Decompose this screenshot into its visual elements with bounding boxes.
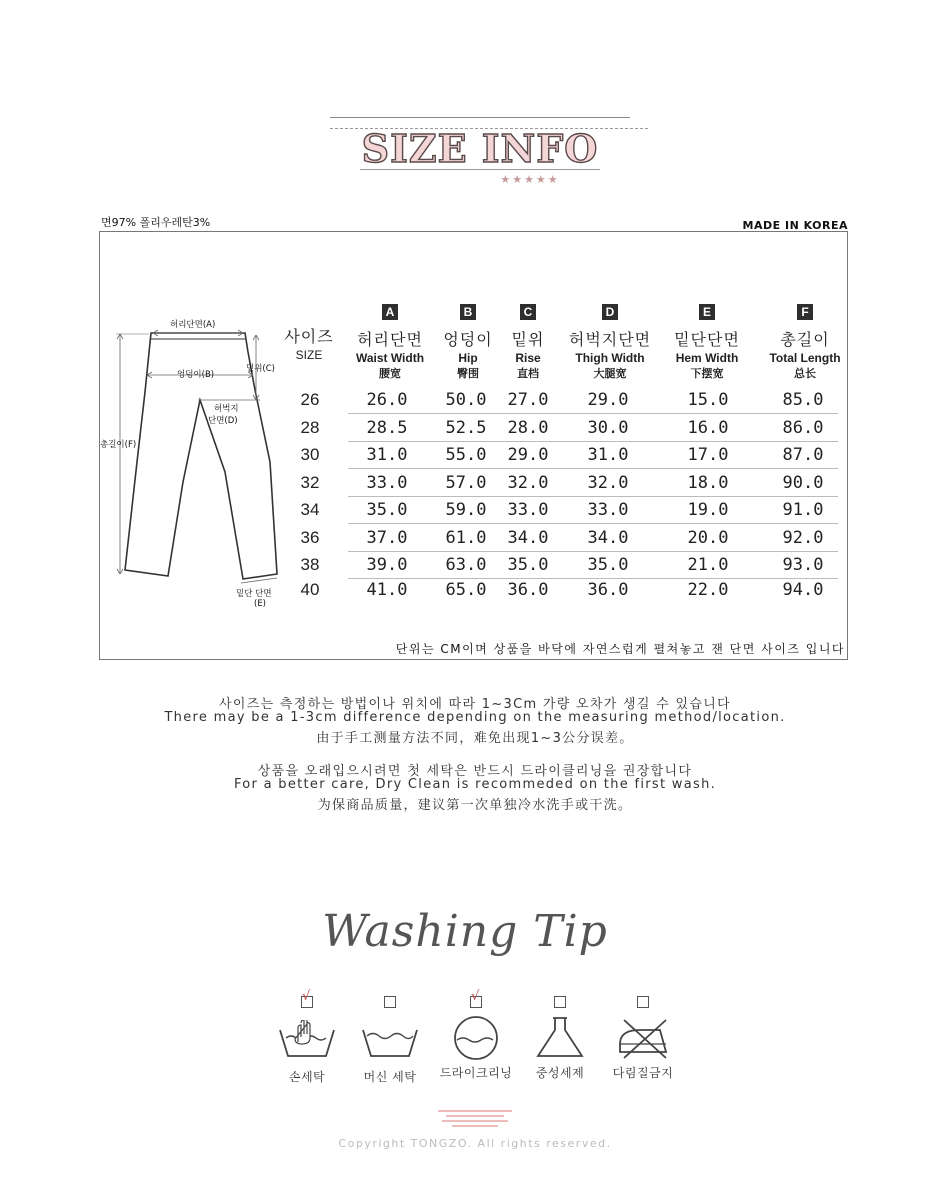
wash-label: 손세탁 (288, 1070, 326, 1084)
column-label-en: Thigh Width (575, 351, 645, 365)
column-letter-badge: E (699, 304, 715, 320)
column-label-ko: 엉덩이 (443, 330, 493, 349)
table-row (296, 525, 838, 552)
column-header-total-length (758, 301, 852, 381)
waist-cell: 41.0 (366, 580, 408, 600)
thigh-cell: 29.0 (587, 390, 629, 410)
rating-stars: ★★★★★ (500, 173, 560, 186)
fine-print-graphic (400, 1108, 550, 1128)
column-letter-badge: C (520, 304, 536, 320)
copyright-text: Copyright TONGZO. All rights reserved. (338, 1137, 612, 1150)
waist-cell: 31.0 (366, 445, 408, 465)
wash-label: 중성세제 (535, 1066, 585, 1080)
total-length-cell: 94.0 (782, 580, 824, 600)
column-label-en: Total Length (769, 351, 841, 365)
thigh-cell: 35.0 (587, 555, 629, 575)
header-rule-top (330, 117, 630, 118)
column-header-hip (433, 301, 503, 381)
table-row (296, 470, 838, 497)
thigh-cell: 31.0 (587, 445, 629, 465)
hem-cell: 17.0 (687, 445, 729, 465)
hip-cell: 52.5 (445, 418, 487, 438)
column-label-en: Hip (458, 351, 478, 365)
total-length-label: 총길이(F) (100, 440, 137, 450)
rise-cell: 28.0 (507, 418, 549, 438)
size-header-en: SIZE (295, 348, 323, 362)
waist-cell: 26.0 (366, 390, 408, 410)
total-length-cell: 87.0 (782, 445, 824, 465)
column-header-rise (498, 301, 558, 381)
hem-label-1: 밑단 단면 (236, 589, 272, 599)
column-header-waist (345, 301, 435, 381)
column-header-hem (660, 301, 754, 381)
wash-label: 다림질금지 (612, 1066, 674, 1080)
unit-note: 단위는 CM이며 상품을 바닥에 자연스럽게 펼쳐놓고 잰 단면 사이즈 입니다 (395, 642, 845, 656)
thigh-cell: 34.0 (587, 528, 629, 548)
table-row (296, 387, 838, 414)
pants-diagram-icon (105, 312, 290, 612)
hem-cell: 15.0 (687, 390, 729, 410)
size-cell: 32 (300, 473, 320, 492)
thigh-cell: 33.0 (587, 500, 629, 520)
rise-cell: 32.0 (507, 473, 549, 493)
total-length-cell: 90.0 (782, 473, 824, 493)
row-divider (348, 413, 838, 414)
column-label-en: Rise (515, 351, 541, 365)
column-label-en: Hem Width (675, 351, 739, 365)
total-length-cell: 86.0 (782, 418, 824, 438)
column-label-en: Waist Width (355, 351, 425, 365)
hem-cell: 21.0 (687, 555, 729, 575)
washing-tip-title: Washing Tip (322, 906, 608, 957)
column-letter-badge: B (460, 304, 476, 320)
column-label-ko: 밑위 (511, 330, 545, 349)
measure-note-en: There may be a 1-3cm difference depending on the measuring method/location. (164, 710, 786, 725)
hem-cell: 19.0 (687, 500, 729, 520)
waist-label: 허리단면(A) (170, 320, 216, 330)
measure-note-ko: 사이즈는 측정하는 방법이나 위치에 따라 1~3Cm 가량 오차가 생길 수 있습니다 (219, 697, 731, 712)
hip-cell: 63.0 (445, 555, 487, 575)
wash-option-no-iron (603, 996, 683, 1081)
waist-cell: 33.0 (366, 473, 408, 493)
size-cell: 34 (300, 500, 320, 519)
thigh-label-2: 단면(D) (208, 416, 238, 426)
row-divider (348, 468, 838, 469)
material-composition: 면97% 폴리우레탄3% (101, 216, 211, 229)
size-cell: 40 (300, 580, 320, 599)
size-cell: 26 (300, 390, 320, 409)
hip-cell: 59.0 (445, 500, 487, 520)
size-cell: 36 (300, 528, 320, 547)
wash-label: 머신 세탁 (363, 1070, 417, 1084)
column-letter-badge: D (602, 304, 618, 320)
rise-cell: 29.0 (507, 445, 549, 465)
wash-option-hand-wash (267, 989, 347, 1085)
column-label-ko: 총길이 (780, 330, 830, 349)
header-rule-bottom (360, 169, 600, 170)
wash-label: 드라이크리닝 (439, 1066, 513, 1080)
hip-cell: 61.0 (445, 528, 487, 548)
column-label-zh: 总长 (794, 367, 816, 380)
hip-cell: 55.0 (445, 445, 487, 465)
size-cell: 30 (300, 445, 320, 464)
thigh-cell: 30.0 (587, 418, 629, 438)
hip-cell: 50.0 (445, 390, 487, 410)
checkbox-checked (470, 989, 482, 1008)
checkbox-unchecked (554, 996, 566, 1008)
thigh-label-1: 허벅지 (214, 404, 239, 414)
hem-label-2: (E) (254, 599, 267, 609)
column-header-thigh (558, 301, 662, 381)
hip-label: 엉덩이(B) (177, 370, 215, 380)
row-divider (348, 523, 838, 524)
measure-note-zh: 由于手工测量方法不同，难免出现1~3公分误差。 (316, 731, 634, 746)
wash-option-dry-clean (436, 989, 516, 1081)
table-row (296, 577, 838, 604)
column-header-size (280, 301, 338, 362)
rise-cell: 34.0 (507, 528, 549, 548)
hip-cell: 57.0 (445, 473, 487, 493)
care-note-zh: 为保商品质量，建议第一次单独冷水洗手或干洗。 (317, 798, 633, 813)
wash-option-machine-wash (350, 996, 430, 1085)
wash-option-neutral-detergent (520, 996, 600, 1081)
column-label-ko: 허벅지단면 (568, 330, 652, 349)
hem-cell: 18.0 (687, 473, 729, 493)
checkbox-unchecked (384, 996, 396, 1008)
size-info-title: SIZE INFO (361, 126, 599, 171)
machine-wash-icon (359, 1020, 421, 1060)
thigh-cell: 32.0 (587, 473, 629, 493)
waist-cell: 28.5 (366, 418, 408, 438)
column-label-zh: 腰宽 (379, 367, 401, 380)
column-label-zh: 臀围 (457, 367, 479, 380)
size-cell: 38 (300, 555, 320, 574)
care-note-ko: 상품을 오래입으시려면 첫 세탁은 반드시 드라이클리닝을 권장합니다 (257, 764, 693, 779)
check-tick-icon: √ (471, 989, 480, 1004)
table-row (296, 552, 838, 579)
waist-cell: 37.0 (366, 528, 408, 548)
waist-cell: 39.0 (366, 555, 408, 575)
column-label-zh: 下摆宽 (690, 367, 724, 380)
size-header-ko: 사이즈 (284, 327, 334, 346)
neutral-detergent-icon (535, 1016, 585, 1060)
size-cell: 28 (300, 418, 320, 437)
rise-label: 밑위(C) (246, 364, 275, 374)
column-label-ko: 허리단면 (357, 330, 423, 349)
total-length-cell: 92.0 (782, 528, 824, 548)
made-in-label: MADE IN KOREA (742, 219, 848, 232)
hem-cell: 16.0 (687, 418, 729, 438)
hem-cell: 20.0 (687, 528, 729, 548)
table-row (296, 497, 838, 524)
thigh-cell: 36.0 (587, 580, 629, 600)
column-letter-badge: F (797, 304, 813, 320)
checkbox-checked (301, 989, 313, 1008)
no-iron-icon (612, 1016, 674, 1060)
column-label-ko: 밑단단면 (674, 330, 740, 349)
total-length-cell: 93.0 (782, 555, 824, 575)
total-length-cell: 85.0 (782, 390, 824, 410)
hip-cell: 65.0 (445, 580, 487, 600)
column-label-zh: 直档 (517, 367, 539, 380)
rise-cell: 27.0 (507, 390, 549, 410)
rise-cell: 33.0 (507, 500, 549, 520)
column-label-zh: 大腿宽 (593, 367, 627, 380)
hem-cell: 22.0 (687, 580, 729, 600)
column-letter-badge: A (382, 304, 398, 320)
table-row (296, 415, 838, 442)
care-note-en: For a better care, Dry Clean is recommeded on the first wash. (233, 777, 717, 792)
hand-wash-icon (276, 1020, 338, 1060)
total-length-cell: 91.0 (782, 500, 824, 520)
checkbox-unchecked (637, 996, 649, 1008)
rise-cell: 35.0 (507, 555, 549, 575)
rise-cell: 36.0 (507, 580, 549, 600)
waist-cell: 35.0 (366, 500, 408, 520)
check-tick-icon: √ (302, 989, 311, 1004)
table-row (296, 442, 838, 469)
dry-clean-icon (445, 1014, 507, 1062)
